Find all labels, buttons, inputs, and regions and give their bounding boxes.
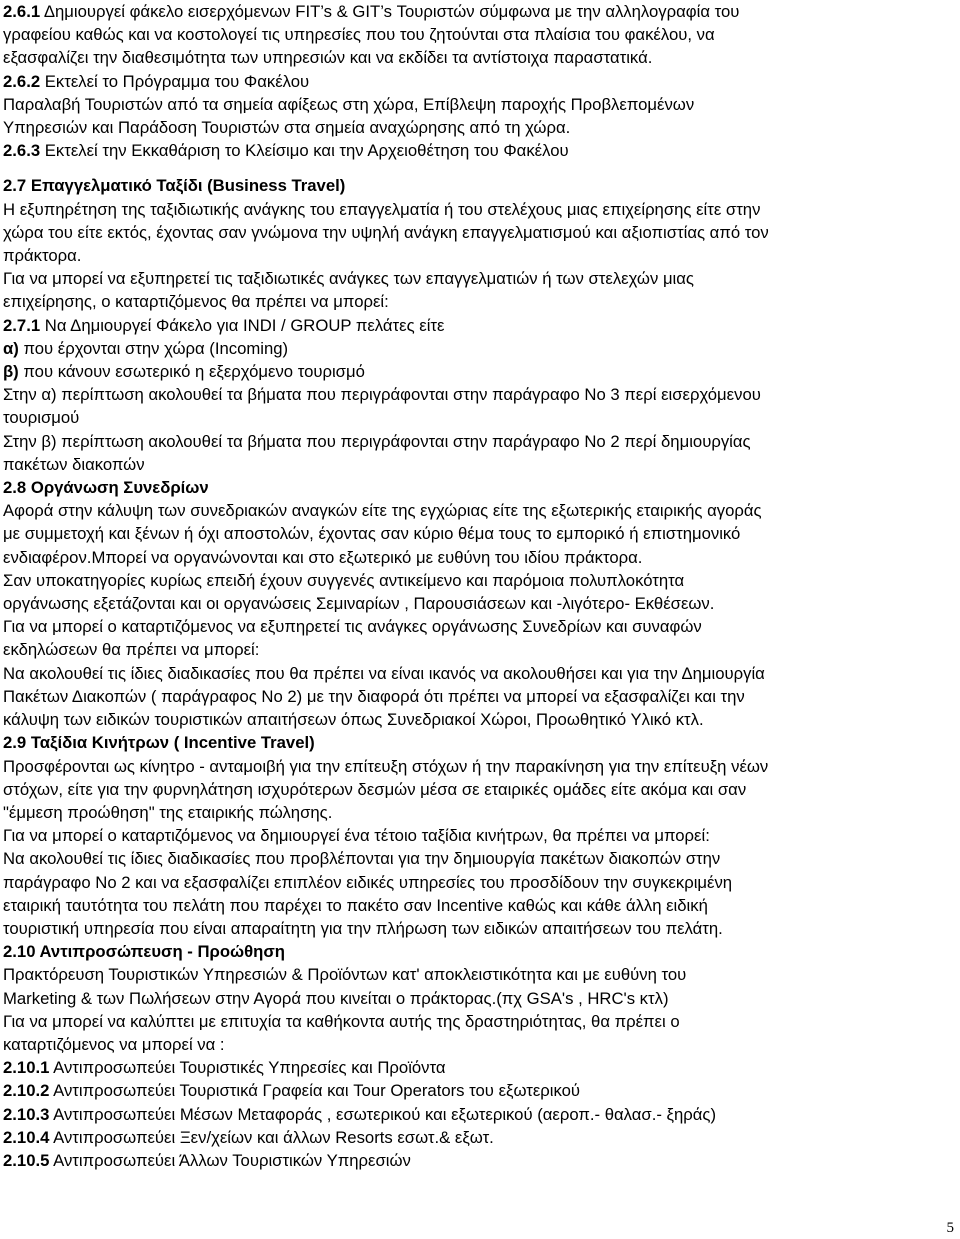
- text-run: Για να μπορεί ο καταρτιζόμενος να δημιουργεί ένα τέτοιο ταξίδια κινήτρων, θα πρέπει να μπορεί:: [3, 826, 710, 846]
- text-line: [3, 46, 953, 69]
- bold-run: 2.10 Αντιπροσώπευση - Προώθηση: [3, 942, 285, 962]
- text-run: Δημιουργεί φάκελο εισερχόμενων FIT’s & GIT’s Τουριστών σύμφωνα με την αλληλογραφία του: [40, 2, 740, 21]
- text-line: [3, 546, 953, 569]
- text-run: που έρχονται στην χώρα (Incoming): [18, 338, 289, 358]
- text-run: εταιρική ταυτότητα του πελάτη που παρέχει το πακέτο σαν Incentive καθώς και κάθε άλλη ειδική: [3, 895, 708, 915]
- text-run: Αφορά στην κάλυψη των συνεδριακών αναγκών είτε της εγχώριας είτε της εξωτερικής εταιρικής αγοράς: [3, 501, 762, 521]
- document-body: [3, 0, 953, 1172]
- text-line: [3, 198, 953, 221]
- text-run: Εκτελεί το Πρόγραμμα του Φακέλου: [40, 71, 310, 91]
- text-run: εκδηλώσεων θα πρέπει να μπορεί:: [3, 640, 260, 660]
- text-run: Να ακολουθεί τις ίδιες διαδικασίες που προβλέπονται για την δημιουργία πακέτων διακοπών στην: [3, 849, 721, 869]
- text-line: [3, 337, 953, 360]
- text-line: [3, 615, 953, 638]
- text-run: Προσφέρονται ως κίνητρο - ανταμοιβή για την επίτευξη στόχων ή την παρακίνηση για την επίτευξη νέων: [3, 756, 769, 776]
- text-line: [3, 662, 953, 685]
- bold-run: 2.7 Επαγγελματικό Ταξίδι (Business Travel): [3, 176, 346, 196]
- text-line: [3, 139, 953, 162]
- text-run: εξασφαλίζει την διαθεσιμότητα των υπηρεσιών και να εκδίδει τα αντίστοιχα παραστατικά.: [3, 48, 653, 68]
- text-line: [3, 569, 953, 592]
- text-line: [3, 708, 953, 731]
- text-run: Παραλαβή Τουριστών από τα σημεία αφίξεως στη χώρα, Επίβλεψη παροχής Προβλεπομένων: [3, 94, 695, 114]
- text-run: Αντιπροσωπεύει Τουριστικά Γραφεία και Tour Operators του εξωτερικού: [49, 1081, 581, 1101]
- text-line: [3, 963, 953, 986]
- text-line: [3, 70, 953, 93]
- text-run: Marketing & των Πωλήσεων στην Αγορά που κινείται ο πράκτορας.(πχ GSA's , HRC's κτλ): [3, 988, 669, 1008]
- text-line: [3, 638, 953, 661]
- text-line: [3, 755, 953, 778]
- text-line: [3, 1149, 953, 1172]
- bold-run: 2.6.3: [3, 141, 41, 161]
- text-line: [3, 360, 953, 383]
- text-run: Να ακολουθεί τις ίδιες διαδικασίες που θα πρέπει να είναι ικανός να ακολουθήσει και για την Δημιουργία: [3, 663, 765, 683]
- text-line: [3, 314, 953, 337]
- text-line: [3, 522, 953, 545]
- text-line: [3, 406, 953, 429]
- text-run: με συμμετοχή και ξένων ή όχι αποστολών, έχοντας σαν κύριο θέμα τους το εμπορικό ή επιστημονικό: [3, 524, 741, 544]
- text-line: [3, 0, 953, 23]
- text-line: [3, 383, 953, 406]
- bold-run: 2.6.2: [3, 71, 41, 91]
- text-run: οργάνωσης εξετάζονται και οι οργανώσεις Σεμιναρίων , Παρουσιάσεων και -λιγότερο- Εκθέσεων.: [3, 594, 715, 614]
- text-run: Αντιπροσωπεύει Άλλων Τουριστικών Υπηρεσιών: [49, 1150, 411, 1170]
- text-line: [3, 1033, 953, 1056]
- text-line: [3, 1103, 953, 1126]
- text-run: Σαν υποκατηγορίες κυρίως επειδή έχουν συγγενές αντικείμενο και παρόμοια πολυπλοκότητα: [3, 570, 685, 590]
- text-line: [3, 871, 953, 894]
- text-run: Να Δημιουργεί Φάκελο για INDI / GROUP πελάτες είτε: [40, 315, 445, 335]
- text-line: [3, 917, 953, 940]
- text-line: [3, 1126, 953, 1149]
- bold-run: 2.10.4: [3, 1127, 50, 1147]
- text-line: [3, 116, 953, 139]
- text-line: [3, 221, 953, 244]
- text-run: που κάνουν εσωτερικό η εξερχόμενο τουρισμό: [18, 362, 365, 382]
- text-run: Πρακτόρευση Τουριστικών Υπηρεσιών & Προϊόντων κατ' αποκλειστικότητα και με ευθύνη του: [3, 965, 687, 985]
- text-run: τουρισμού: [3, 408, 80, 428]
- text-run: Υπηρεσιών και Παράδοση Τουριστών στα σημεία αναχώρησης από τη χώρα.: [3, 118, 571, 138]
- text-line: [3, 430, 953, 453]
- text-run: Αντιπροσωπεύει Μέσων Μεταφοράς , εσωτερικού και εξωτερικού (αεροπ.- θαλασ.- ξηράς): [49, 1104, 717, 1124]
- bold-run: 2.10.3: [3, 1104, 50, 1124]
- text-run: παράγραφο Νο 2 και να εξασφαλίζει επιπλέον ειδικές υπηρεσίες του προσδίδουν την συγκεκριμένη: [3, 872, 733, 892]
- text-line: [3, 731, 953, 754]
- text-line: [3, 174, 953, 197]
- text-run: Εκτελεί την Εκκαθάριση το Κλείσιμο και την Αρχειοθέτηση του Φακέλου: [40, 141, 569, 161]
- text-line: [3, 592, 953, 615]
- text-run: Αντιπροσωπεύει Τουριστικές Υπηρεσίες και Προϊόντα: [49, 1058, 446, 1078]
- paragraph-gap: [3, 162, 953, 174]
- text-line: [3, 894, 953, 917]
- bold-run: 2.10.5: [3, 1150, 50, 1170]
- text-line: [3, 824, 953, 847]
- bold-run: 2.10.1: [3, 1058, 50, 1078]
- text-run: χώρα του είτε εκτός, έχοντας σαν γνώμονα την υψηλή ανάγκη επαγγελματισμού και αξιοπιστίας από τον: [3, 222, 769, 242]
- bold-run: 2.10.2: [3, 1081, 50, 1101]
- text-line: [3, 1056, 953, 1079]
- text-run: τουριστική υπηρεσία που είναι απαραίτητη για την πλήρωση των ειδικών απαιτήσεων του πελάτη.: [3, 918, 723, 938]
- text-run: Αντιπροσωπεύει Ξεν/χείων και άλλων Resorts εσωτ.& εξωτ.: [49, 1127, 494, 1147]
- text-line: [3, 23, 953, 46]
- text-run: Για να μπορεί να εξυπηρετεί τις ταξιδιωτικές ανάγκες των επαγγελματιών ή των στελεχών μιας: [3, 269, 694, 289]
- text-line: [3, 987, 953, 1010]
- text-line: [3, 93, 953, 116]
- text-run: επιχείρησης, ο καταρτιζόμενος θα πρέπει να μπορεί:: [3, 292, 389, 312]
- text-line: [3, 267, 953, 290]
- text-run: "έμμεση προώθηση" της εταιρικής πώλησης.: [3, 802, 333, 822]
- text-run: ενδιαφέρον.Μπορεί να οργανώνονται και στο εξωτερικό με ευθύνη του ιδίου πράκτορα.: [3, 547, 643, 567]
- text-run: στόχων, είτε για την φυρνηλάτηση ισχυρότερων δεσμών μέσα σε εταιρικές ομάδες είτε ακόμα και σαν: [3, 779, 747, 799]
- text-line: [3, 476, 953, 499]
- text-line: [3, 847, 953, 870]
- text-line: [3, 290, 953, 313]
- text-line: [3, 940, 953, 963]
- page-number: 5: [946, 1220, 954, 1236]
- text-run: γραφείου καθώς και να κοστολογεί τις υπηρεσίες που του ζητούνται στα πλαίσια του φακέλου, να: [3, 25, 715, 45]
- text-run: Στην α) περίπτωση ακολουθεί τα βήματα που περιγράφονται στην παράγραφο Νο 3 περί εισερχόμενου: [3, 385, 761, 405]
- bold-run: 2.6.1: [3, 2, 41, 21]
- text-run: Πακέτων Διακοπών ( παράγραφος Νο 2) με την διαφορά ότι πρέπει να μπορεί να εξασφαλίζει και την: [3, 686, 745, 706]
- bold-run: β): [3, 362, 19, 382]
- text-run: Για να μπορεί να καλύπτει με επιτυχία τα καθήκοντα αυτής της δραστηριότητας, θα πρέπει ο: [3, 1011, 680, 1031]
- text-line: [3, 778, 953, 801]
- text-run: Η εξυπηρέτηση της ταξιδιωτικής ανάγκης του επαγγελματία ή του στελέχους μιας επιχείρησης είτε στην: [3, 199, 761, 219]
- bold-run: 2.8 Οργάνωση Συνεδρίων: [3, 478, 209, 498]
- text-line: [3, 1010, 953, 1033]
- bold-run: 2.9 Ταξίδια Κινήτρων ( Incentive Travel): [3, 733, 315, 753]
- text-run: πράκτορα.: [3, 246, 82, 266]
- text-run: Στην β) περίπτωση ακολουθεί τα βήματα που περιγράφονται στην παράγραφο Νο 2 περί δημιουργίας: [3, 431, 751, 451]
- bold-run: α): [3, 338, 19, 358]
- text-line: [3, 801, 953, 824]
- bold-run: 2.7.1: [3, 315, 41, 335]
- text-run: καταρτιζόμενος να μπορεί να :: [3, 1034, 225, 1054]
- text-run: πακέτων διακοπών: [3, 454, 145, 474]
- text-line: [3, 453, 953, 476]
- text-line: [3, 499, 953, 522]
- text-line: [3, 685, 953, 708]
- text-line: [3, 244, 953, 267]
- text-run: Για να μπορεί ο καταρτιζόμενος να εξυπηρετεί τις ανάγκες οργάνωσης Συνεδρίων και συναφών: [3, 617, 702, 637]
- text-run: κάλυψη των ειδικών τουριστικών απαιτήσεων όπως Συνεδριακοί Χώροι, Προωθητικό Υλικό κτλ.: [3, 710, 704, 730]
- text-line: [3, 1079, 953, 1102]
